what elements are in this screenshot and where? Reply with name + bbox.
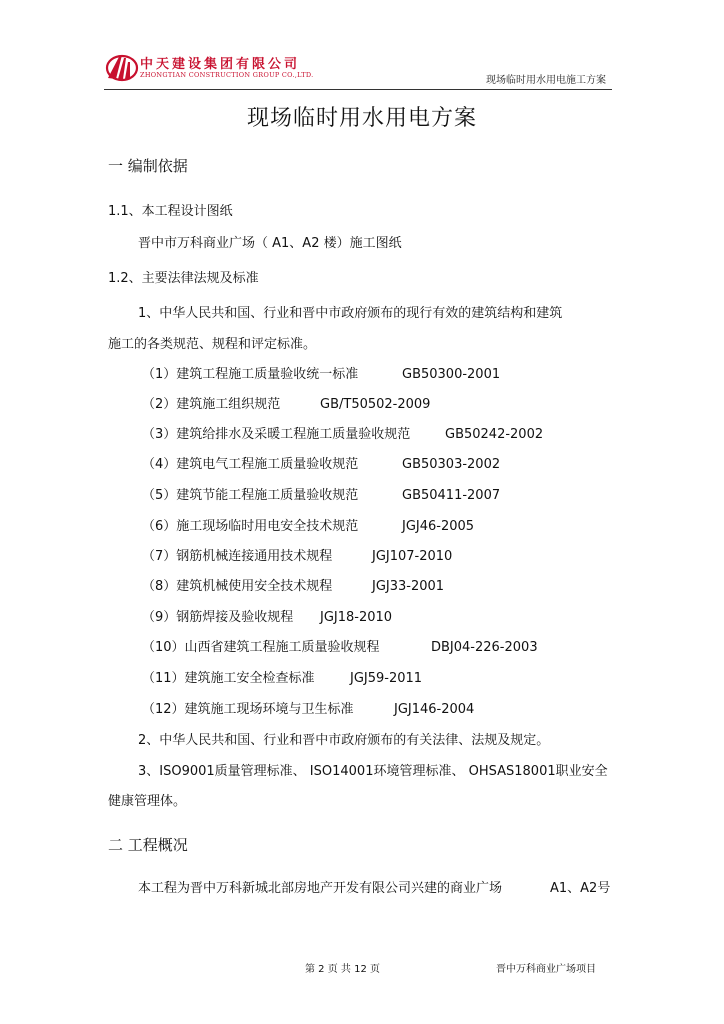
standard-name: （2）建筑施工组织规范	[142, 397, 281, 412]
standard-name: （7）钢筋机械连接通用技术规程	[142, 549, 333, 564]
header-divider	[104, 89, 612, 90]
company-name-cn: 中天建设集团有限公司	[140, 57, 301, 72]
paragraph-item-1-line-2: 施工的各类规范、规程和评定标准。	[108, 337, 317, 352]
section-heading-overview: 二 工程概况	[108, 836, 188, 854]
standard-name: （12）建筑施工现场环境与卫生标准	[142, 702, 354, 717]
standard-item	[142, 609, 392, 627]
standard-item	[142, 518, 474, 536]
paragraph-item-2: 2、中华人民共和国、行业和晋中市政府颁布的有关法律、法规及规定。	[138, 733, 550, 748]
subsection-heading-standards: 1.2、主要法律法规及标准	[108, 271, 259, 286]
standard-name: （11）建筑施工安全检查标准	[142, 671, 315, 686]
standard-code: JGJ33-2001	[372, 579, 445, 594]
standard-item	[142, 456, 500, 474]
standard-code: GB/T50502-2009	[320, 397, 431, 412]
standard-code: JGJ59-2011	[350, 671, 423, 686]
standard-name: （5）建筑节能工程施工质量验收规范	[142, 488, 359, 503]
paragraph-item-3-line-2: 健康管理体。	[108, 794, 187, 809]
standard-code: JGJ46-2005	[402, 519, 475, 534]
overview-text-tail: A1、A2号	[550, 881, 611, 896]
company-logo-icon	[104, 52, 140, 82]
standard-code: GB50303-2002	[402, 457, 501, 472]
standard-name: （6）施工现场临时用电安全技术规范	[142, 519, 359, 534]
standard-name: （10）山西省建筑工程施工质量验收规程	[142, 640, 380, 655]
footer-project-name: 晋中万科商业广场项目	[496, 964, 596, 975]
standard-item	[142, 487, 500, 505]
standard-item	[142, 396, 430, 414]
standard-item	[142, 639, 538, 657]
subsection-heading-drawings: 1.1、本工程设计图纸	[108, 204, 233, 219]
standard-name: （4）建筑电气工程施工质量验收规范	[142, 457, 359, 472]
overview-paragraph	[138, 880, 610, 898]
standard-item	[142, 426, 543, 444]
standard-item	[142, 670, 422, 688]
standard-name: （3）建筑给排水及采暖工程施工质量验收规范	[142, 427, 411, 442]
standard-item	[142, 548, 452, 566]
standard-code: DBJ04-226-2003	[431, 640, 538, 655]
standard-name: （1）建筑工程施工质量验收统一标准	[142, 367, 359, 382]
overview-text-main: 本工程为晋中万科新城北部房地产开发有限公司兴建的商业广场	[138, 881, 503, 896]
standard-name: （8）建筑机械使用安全技术规程	[142, 579, 333, 594]
company-name-en: ZHONGTIAN CONSTRUCTION GROUP CO.,LTD.	[140, 71, 314, 79]
paragraph-item-1-line-1: 1、中华人民共和国、行业和晋中市政府颁布的现行有效的建筑结构和建筑	[138, 306, 563, 321]
paragraph-item-3-line-1: 3、ISO9001质量管理标准、 ISO14001环境管理标准、 OHSAS18001职业安全	[138, 764, 608, 779]
page-number: 第 2 页 共 12 页	[305, 964, 380, 975]
standard-code: GB50411-2007	[402, 488, 501, 503]
header-document-name: 现场临时用水用电施工方案	[486, 75, 606, 86]
drawings-text: 晋中市万科商业广场（ A1、A2 楼）施工图纸	[138, 236, 402, 251]
page-title: 现场临时用水用电方案	[246, 106, 477, 131]
standard-code: JGJ107-2010	[372, 549, 453, 564]
standard-item	[142, 701, 474, 719]
standard-item	[142, 366, 500, 384]
standard-item	[142, 578, 444, 596]
standard-code: GB50242-2002	[445, 427, 544, 442]
standard-code: JGJ146-2004	[394, 702, 475, 717]
section-heading-basis: 一 编制依据	[108, 157, 188, 175]
standard-code: JGJ18-2010	[320, 610, 393, 625]
standard-name: （9）钢筋焊接及验收规程	[142, 610, 294, 625]
standard-code: GB50300-2001	[402, 367, 501, 382]
